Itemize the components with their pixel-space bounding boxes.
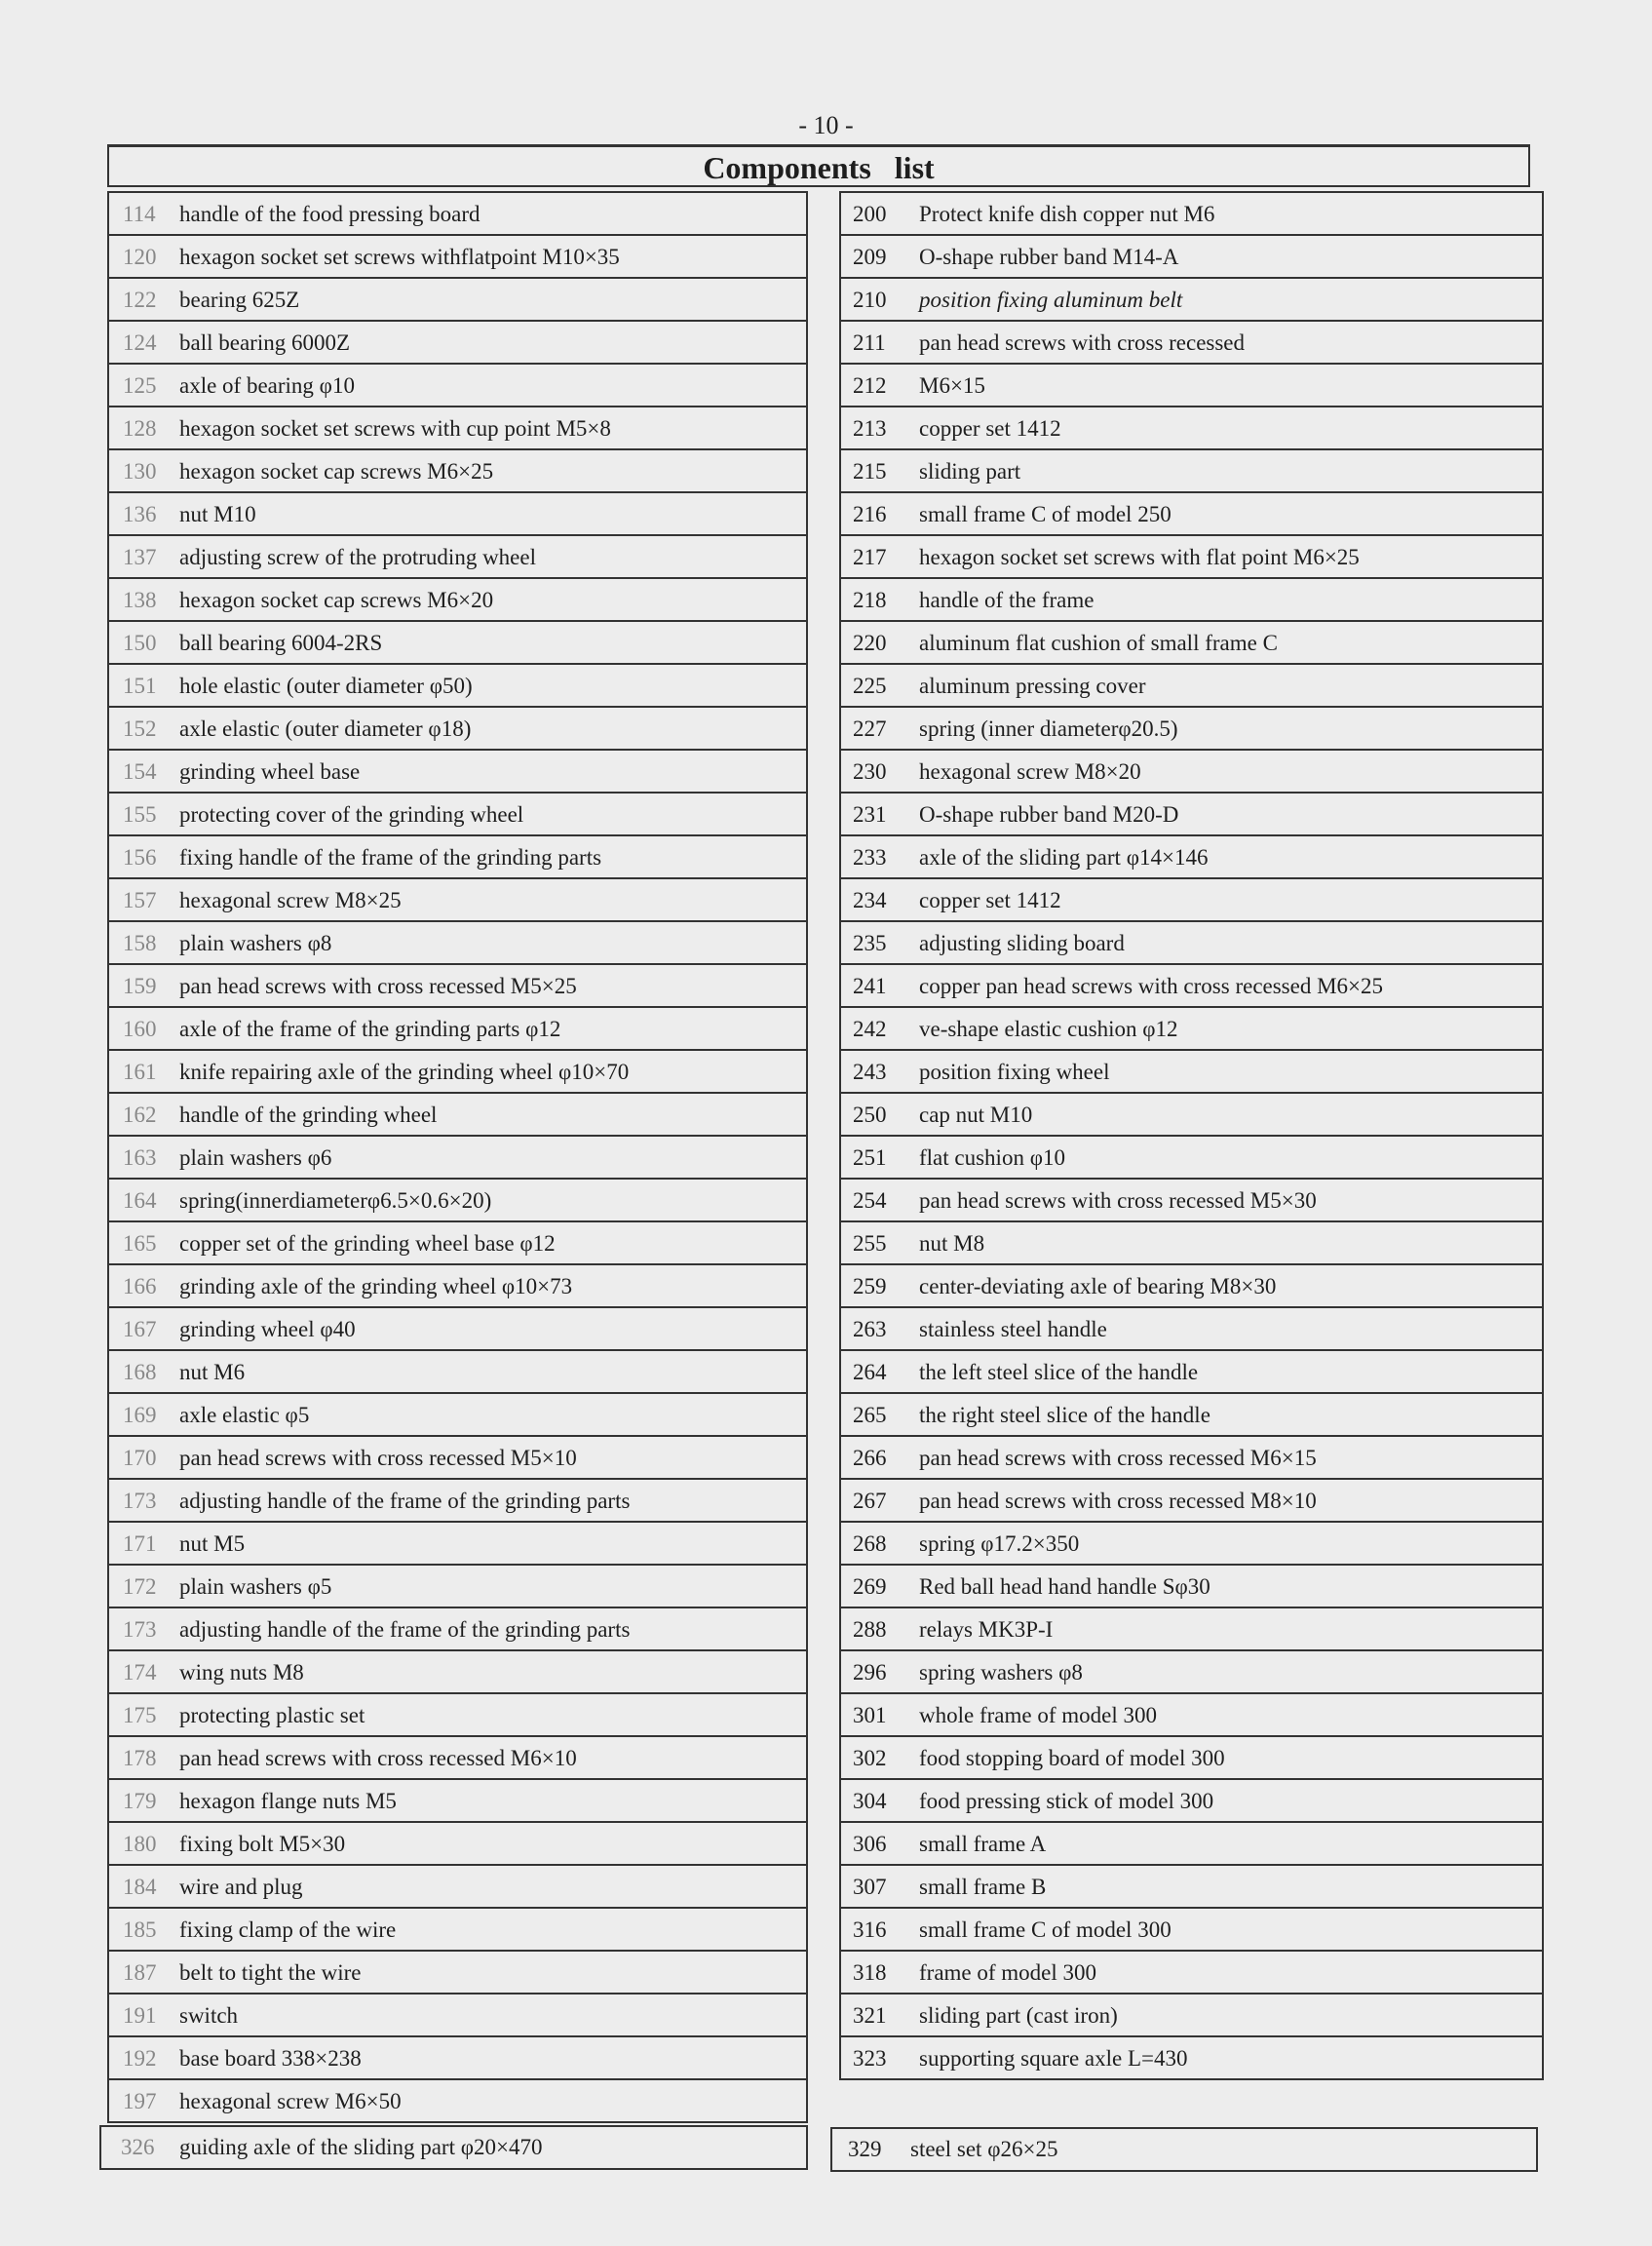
item-number: 178	[123, 1746, 157, 1770]
item-description: base board 338×238	[179, 2046, 362, 2071]
item-description: position fixing wheel	[919, 1060, 1110, 1084]
item-description: wire and plug	[179, 1875, 303, 1899]
list-item	[841, 1608, 1542, 1651]
item-number: 152	[123, 716, 157, 741]
item-description: axle of the sliding part φ14×146	[919, 845, 1209, 870]
list-item	[841, 1523, 1542, 1566]
item-number: 213	[853, 416, 887, 441]
item-description: hexagon socket cap screws M6×25	[179, 459, 494, 484]
list-item	[109, 1308, 806, 1351]
item-description: sliding part	[919, 459, 1021, 484]
item-number: 156	[123, 845, 157, 870]
item-number: 185	[123, 1917, 157, 1942]
item-number: 138	[123, 588, 157, 612]
item-description: guiding axle of the sliding part φ20×470	[179, 2135, 543, 2159]
list-item	[109, 1651, 806, 1694]
item-number: 235	[853, 931, 887, 955]
item-description: axle elastic φ5	[179, 1403, 310, 1427]
item-description: protecting plastic set	[179, 1703, 365, 1727]
list-item	[109, 1608, 806, 1651]
item-description: knife repairing axle of the grinding wheel φ10×70	[179, 1060, 630, 1084]
item-number: 150	[123, 631, 157, 655]
list-item	[109, 1737, 806, 1780]
item-number: 162	[123, 1103, 157, 1127]
item-description: fixing handle of the frame of the grinding parts	[179, 845, 602, 870]
item-description: aluminum flat cushion of small frame C	[919, 631, 1278, 655]
list-item	[841, 1823, 1542, 1866]
item-description: protecting cover of the grinding wheel	[179, 802, 524, 827]
item-number: 160	[123, 1017, 157, 1041]
list-item	[109, 1566, 806, 1608]
list-item	[841, 193, 1542, 236]
item-description: fixing clamp of the wire	[179, 1917, 397, 1942]
list-item	[109, 1094, 806, 1137]
item-description: nut M10	[179, 502, 256, 526]
item-description: hexagon socket set screws withflatpoint M10×35	[179, 245, 620, 269]
item-description: frame of model 300	[919, 1960, 1097, 1985]
item-description: steel set φ26×25	[910, 2137, 1058, 2161]
item-description: fixing bolt M5×30	[179, 1832, 346, 1856]
item-description: axle elastic (outer diameter φ18)	[179, 716, 472, 741]
list-item	[841, 794, 1542, 836]
page-number: - 10 -	[798, 111, 854, 139]
item-number: 264	[853, 1360, 887, 1384]
item-number: 329	[848, 2137, 882, 2161]
item-number: 318	[853, 1960, 887, 1985]
item-description: ball bearing 6000Z	[179, 330, 351, 355]
item-number: 301	[853, 1703, 887, 1727]
item-description: pan head screws with cross recessed M5×10	[179, 1446, 577, 1470]
item-number: 200	[853, 202, 887, 226]
list-item	[841, 2037, 1542, 2080]
item-number: 125	[123, 373, 157, 398]
item-number: 307	[853, 1875, 887, 1899]
list-item	[109, 1008, 806, 1051]
item-number: 174	[123, 1660, 157, 1684]
list-item	[832, 2129, 1536, 2170]
item-number: 259	[853, 1274, 887, 1298]
list-item	[109, 1051, 806, 1094]
item-number: 163	[123, 1145, 157, 1170]
left-components-column	[107, 191, 808, 2123]
item-description: small frame A	[919, 1832, 1047, 1856]
list-item	[841, 751, 1542, 794]
list-item	[841, 1051, 1542, 1094]
list-item	[841, 922, 1542, 965]
item-number: 269	[853, 1574, 887, 1599]
item-description: copper set 1412	[919, 416, 1061, 441]
item-description: Red ball head hand handle Sφ30	[919, 1574, 1210, 1599]
item-number: 266	[853, 1446, 887, 1470]
item-number: 154	[123, 759, 157, 784]
item-description: aluminum pressing cover	[919, 674, 1146, 698]
item-description: pan head screws with cross recessed M6×15	[919, 1446, 1317, 1470]
item-description: hexagon socket set screws with flat point M6×25	[919, 545, 1360, 569]
item-number: 296	[853, 1660, 887, 1684]
item-number: 197	[123, 2089, 157, 2113]
item-description: copper set of the grinding wheel base φ12	[179, 1231, 556, 1256]
item-number: 124	[123, 330, 157, 355]
item-description: handle of the frame	[919, 588, 1095, 612]
item-description: position fixing aluminum belt	[919, 288, 1183, 312]
item-number: 243	[853, 1060, 887, 1084]
item-description: supporting square axle L=430	[919, 2046, 1188, 2071]
item-number: 231	[853, 802, 887, 827]
list-item	[841, 1222, 1542, 1265]
item-description: adjusting sliding board	[919, 931, 1125, 955]
item-description: hexagonal screw M8×25	[179, 888, 402, 912]
item-description: copper set 1412	[919, 888, 1061, 912]
item-number: 166	[123, 1274, 157, 1298]
list-item	[841, 493, 1542, 536]
item-number: 217	[853, 545, 887, 569]
list-item	[109, 1694, 806, 1737]
item-description: copper pan head screws with cross recessed M6×25	[919, 974, 1384, 998]
item-number: 210	[853, 288, 887, 312]
list-item	[841, 1909, 1542, 1952]
item-number: 173	[123, 1489, 157, 1513]
item-description: adjusting screw of the protruding wheel	[179, 545, 536, 569]
item-description: hole elastic (outer diameter φ50)	[179, 674, 473, 698]
list-item	[841, 1480, 1542, 1523]
list-item	[841, 579, 1542, 622]
item-number: 225	[853, 674, 887, 698]
item-description: Protect knife dish copper nut M6	[919, 202, 1215, 226]
item-description: nut M8	[919, 1231, 985, 1256]
list-item	[109, 794, 806, 836]
list-item	[109, 1480, 806, 1523]
item-description: small frame C of model 300	[919, 1917, 1172, 1942]
item-number: 288	[853, 1617, 887, 1642]
item-description: small frame B	[919, 1875, 1047, 1899]
list-item	[109, 922, 806, 965]
item-description: pan head screws with cross recessed M5×30	[919, 1188, 1317, 1213]
item-number: 165	[123, 1231, 157, 1256]
item-number: 130	[123, 459, 157, 484]
item-number: 157	[123, 888, 157, 912]
item-number: 175	[123, 1703, 157, 1727]
item-number: 114	[123, 202, 156, 226]
item-description: the right steel slice of the handle	[919, 1403, 1210, 1427]
item-description: pan head screws with cross recessed	[919, 330, 1246, 355]
list-item	[109, 236, 806, 279]
right-components-column	[839, 191, 1544, 2080]
item-description: nut M6	[179, 1360, 246, 1384]
item-number: 250	[853, 1103, 887, 1127]
item-number: 184	[123, 1875, 157, 1899]
list-item	[109, 751, 806, 794]
item-description: adjusting handle of the frame of the grinding parts	[179, 1617, 631, 1642]
list-item	[109, 665, 806, 708]
item-number: 171	[123, 1531, 157, 1556]
page-title: Components list	[107, 144, 1530, 187]
item-number: 302	[853, 1746, 887, 1770]
list-item	[109, 1823, 806, 1866]
list-item	[101, 2127, 806, 2168]
list-item	[109, 579, 806, 622]
list-item	[841, 1694, 1542, 1737]
list-item	[109, 1780, 806, 1823]
left-tail-box	[99, 2125, 808, 2170]
list-item	[109, 407, 806, 450]
item-number: 212	[853, 373, 887, 398]
item-description: spring (inner diameterφ20.5)	[919, 716, 1178, 741]
item-description: cap nut M10	[919, 1103, 1033, 1127]
item-description: hexagon socket set screws with cup point M5×8	[179, 416, 611, 441]
item-number: 179	[123, 1789, 157, 1813]
item-description: switch	[179, 2003, 239, 2028]
list-item	[841, 1094, 1542, 1137]
item-number: 137	[123, 545, 157, 569]
list-item	[109, 1351, 806, 1394]
list-item	[841, 450, 1542, 493]
list-item	[841, 1866, 1542, 1909]
item-number: 120	[123, 245, 157, 269]
list-item	[109, 450, 806, 493]
item-number: 242	[853, 1017, 887, 1041]
item-description: belt to tight the wire	[179, 1960, 362, 1985]
item-number: 326	[121, 2135, 155, 2159]
list-item	[109, 365, 806, 407]
list-item	[841, 1437, 1542, 1480]
list-item	[841, 1651, 1542, 1694]
list-item	[109, 879, 806, 922]
item-number: 321	[853, 2003, 887, 2028]
item-number: 167	[123, 1317, 157, 1341]
list-item	[109, 1909, 806, 1952]
item-number: 170	[123, 1446, 157, 1470]
item-number: 233	[853, 845, 887, 870]
item-number: 128	[123, 416, 157, 441]
item-number: 169	[123, 1403, 157, 1427]
list-item	[109, 193, 806, 236]
list-item	[109, 279, 806, 322]
list-item	[841, 1994, 1542, 2037]
item-description: spring washers φ8	[919, 1660, 1083, 1684]
item-description: food stopping board of model 300	[919, 1746, 1225, 1770]
item-description: adjusting handle of the frame of the grinding parts	[179, 1489, 631, 1513]
item-number: 211	[853, 330, 886, 355]
right-tail-box	[830, 2127, 1538, 2172]
item-description: grinding axle of the grinding wheel φ10×73	[179, 1274, 573, 1298]
list-item	[841, 1780, 1542, 1823]
item-number: 230	[853, 759, 887, 784]
item-number: 122	[123, 288, 157, 312]
item-number: 192	[123, 2046, 157, 2071]
list-item	[109, 622, 806, 665]
list-item	[841, 1737, 1542, 1780]
item-number: 155	[123, 802, 157, 827]
item-description: spring(innerdiameterφ6.5×0.6×20)	[179, 1188, 492, 1213]
item-description: handle of the grinding wheel	[179, 1103, 438, 1127]
item-number: 251	[853, 1145, 887, 1170]
item-description: spring φ17.2×350	[919, 1531, 1080, 1556]
list-item	[841, 1308, 1542, 1351]
item-description: O-shape rubber band M20-D	[919, 802, 1179, 827]
list-item	[841, 536, 1542, 579]
item-description: pan head screws with cross recessed M8×10	[919, 1489, 1317, 1513]
item-number: 234	[853, 888, 887, 912]
item-description: whole frame of model 300	[919, 1703, 1157, 1727]
list-item	[841, 1351, 1542, 1394]
item-description: nut M5	[179, 1531, 246, 1556]
item-number: 187	[123, 1960, 157, 1985]
item-number: 209	[853, 245, 887, 269]
list-item	[841, 1137, 1542, 1180]
item-number: 304	[853, 1789, 887, 1813]
item-number: 158	[123, 931, 157, 955]
item-description: small frame C of model 250	[919, 502, 1172, 526]
list-item	[109, 1265, 806, 1308]
list-item	[841, 836, 1542, 879]
list-item	[841, 365, 1542, 407]
item-description: hexagon flange nuts M5	[179, 1789, 397, 1813]
item-number: 161	[123, 1060, 157, 1084]
item-description: grinding wheel φ40	[179, 1317, 356, 1341]
list-item	[841, 279, 1542, 322]
item-number: 227	[853, 716, 887, 741]
item-number: 263	[853, 1317, 887, 1341]
item-description: axle of the frame of the grinding parts φ12	[179, 1017, 561, 1041]
item-number: 191	[123, 2003, 157, 2028]
list-item	[841, 708, 1542, 751]
list-item	[841, 322, 1542, 365]
item-description: handle of the food pressing board	[179, 202, 480, 226]
list-item	[841, 622, 1542, 665]
item-description: grinding wheel base	[179, 759, 361, 784]
list-item	[109, 1180, 806, 1222]
item-number: 267	[853, 1489, 887, 1513]
list-item	[109, 1866, 806, 1909]
item-description: center-deviating axle of bearing M8×30	[919, 1274, 1277, 1298]
item-description: hexagonal screw M6×50	[179, 2089, 402, 2113]
list-item	[109, 1222, 806, 1265]
list-item	[109, 1952, 806, 1994]
list-item	[109, 708, 806, 751]
list-item	[841, 965, 1542, 1008]
item-description: plain washers φ6	[179, 1145, 332, 1170]
item-description: axle of bearing φ10	[179, 373, 355, 398]
list-item	[841, 1394, 1542, 1437]
item-description: O-shape rubber band M14-A	[919, 245, 1179, 269]
item-description: ve-shape elastic cushion φ12	[919, 1017, 1178, 1041]
item-number: 265	[853, 1403, 887, 1427]
item-number: 173	[123, 1617, 157, 1642]
item-description: pan head screws with cross recessed M5×25	[179, 974, 577, 998]
item-number: 151	[123, 674, 157, 698]
item-number: 180	[123, 1832, 157, 1856]
list-item	[841, 879, 1542, 922]
item-number: 168	[123, 1360, 157, 1384]
item-description: plain washers φ8	[179, 931, 332, 955]
item-number: 316	[853, 1917, 887, 1942]
item-description: relays MK3P-I	[919, 1617, 1054, 1642]
item-number: 241	[853, 974, 887, 998]
item-number: 216	[853, 502, 887, 526]
item-description: ball bearing 6004-2RS	[179, 631, 383, 655]
list-item	[109, 322, 806, 365]
list-item	[109, 536, 806, 579]
item-number: 323	[853, 2046, 887, 2071]
list-item	[109, 2037, 806, 2080]
item-number: 255	[853, 1231, 887, 1256]
list-item	[841, 665, 1542, 708]
item-description: hexagon socket cap screws M6×20	[179, 588, 494, 612]
list-item	[841, 1265, 1542, 1308]
item-description: wing nuts M8	[179, 1660, 304, 1684]
item-number: 268	[853, 1531, 887, 1556]
list-item	[109, 1994, 806, 2037]
item-number: 306	[853, 1832, 887, 1856]
item-number: 220	[853, 631, 887, 655]
list-item	[109, 836, 806, 879]
list-item	[109, 493, 806, 536]
item-number: 254	[853, 1188, 887, 1213]
item-description: hexagonal screw M8×20	[919, 759, 1141, 784]
item-number: 218	[853, 588, 887, 612]
list-item	[109, 2080, 806, 2123]
list-item	[841, 1952, 1542, 1994]
list-item	[109, 1137, 806, 1180]
list-item	[841, 236, 1542, 279]
item-number: 172	[123, 1574, 157, 1599]
item-description: flat cushion φ10	[919, 1145, 1065, 1170]
item-description: M6×15	[919, 373, 985, 398]
list-item	[109, 1394, 806, 1437]
item-description: the left steel slice of the handle	[919, 1360, 1199, 1384]
item-description: plain washers φ5	[179, 1574, 332, 1599]
list-item	[109, 1437, 806, 1480]
list-item	[841, 1566, 1542, 1608]
item-description: bearing 625Z	[179, 288, 300, 312]
item-description: food pressing stick of model 300	[919, 1789, 1214, 1813]
item-number: 164	[123, 1188, 157, 1213]
list-item	[841, 407, 1542, 450]
item-description: sliding part (cast iron)	[919, 2003, 1118, 2028]
list-item	[109, 965, 806, 1008]
list-item	[841, 1180, 1542, 1222]
item-number: 215	[853, 459, 887, 484]
item-description: pan head screws with cross recessed M6×10	[179, 1746, 577, 1770]
item-number: 136	[123, 502, 157, 526]
list-item	[109, 1523, 806, 1566]
list-item	[841, 1008, 1542, 1051]
item-description: stainless steel handle	[919, 1317, 1107, 1341]
item-number: 159	[123, 974, 157, 998]
